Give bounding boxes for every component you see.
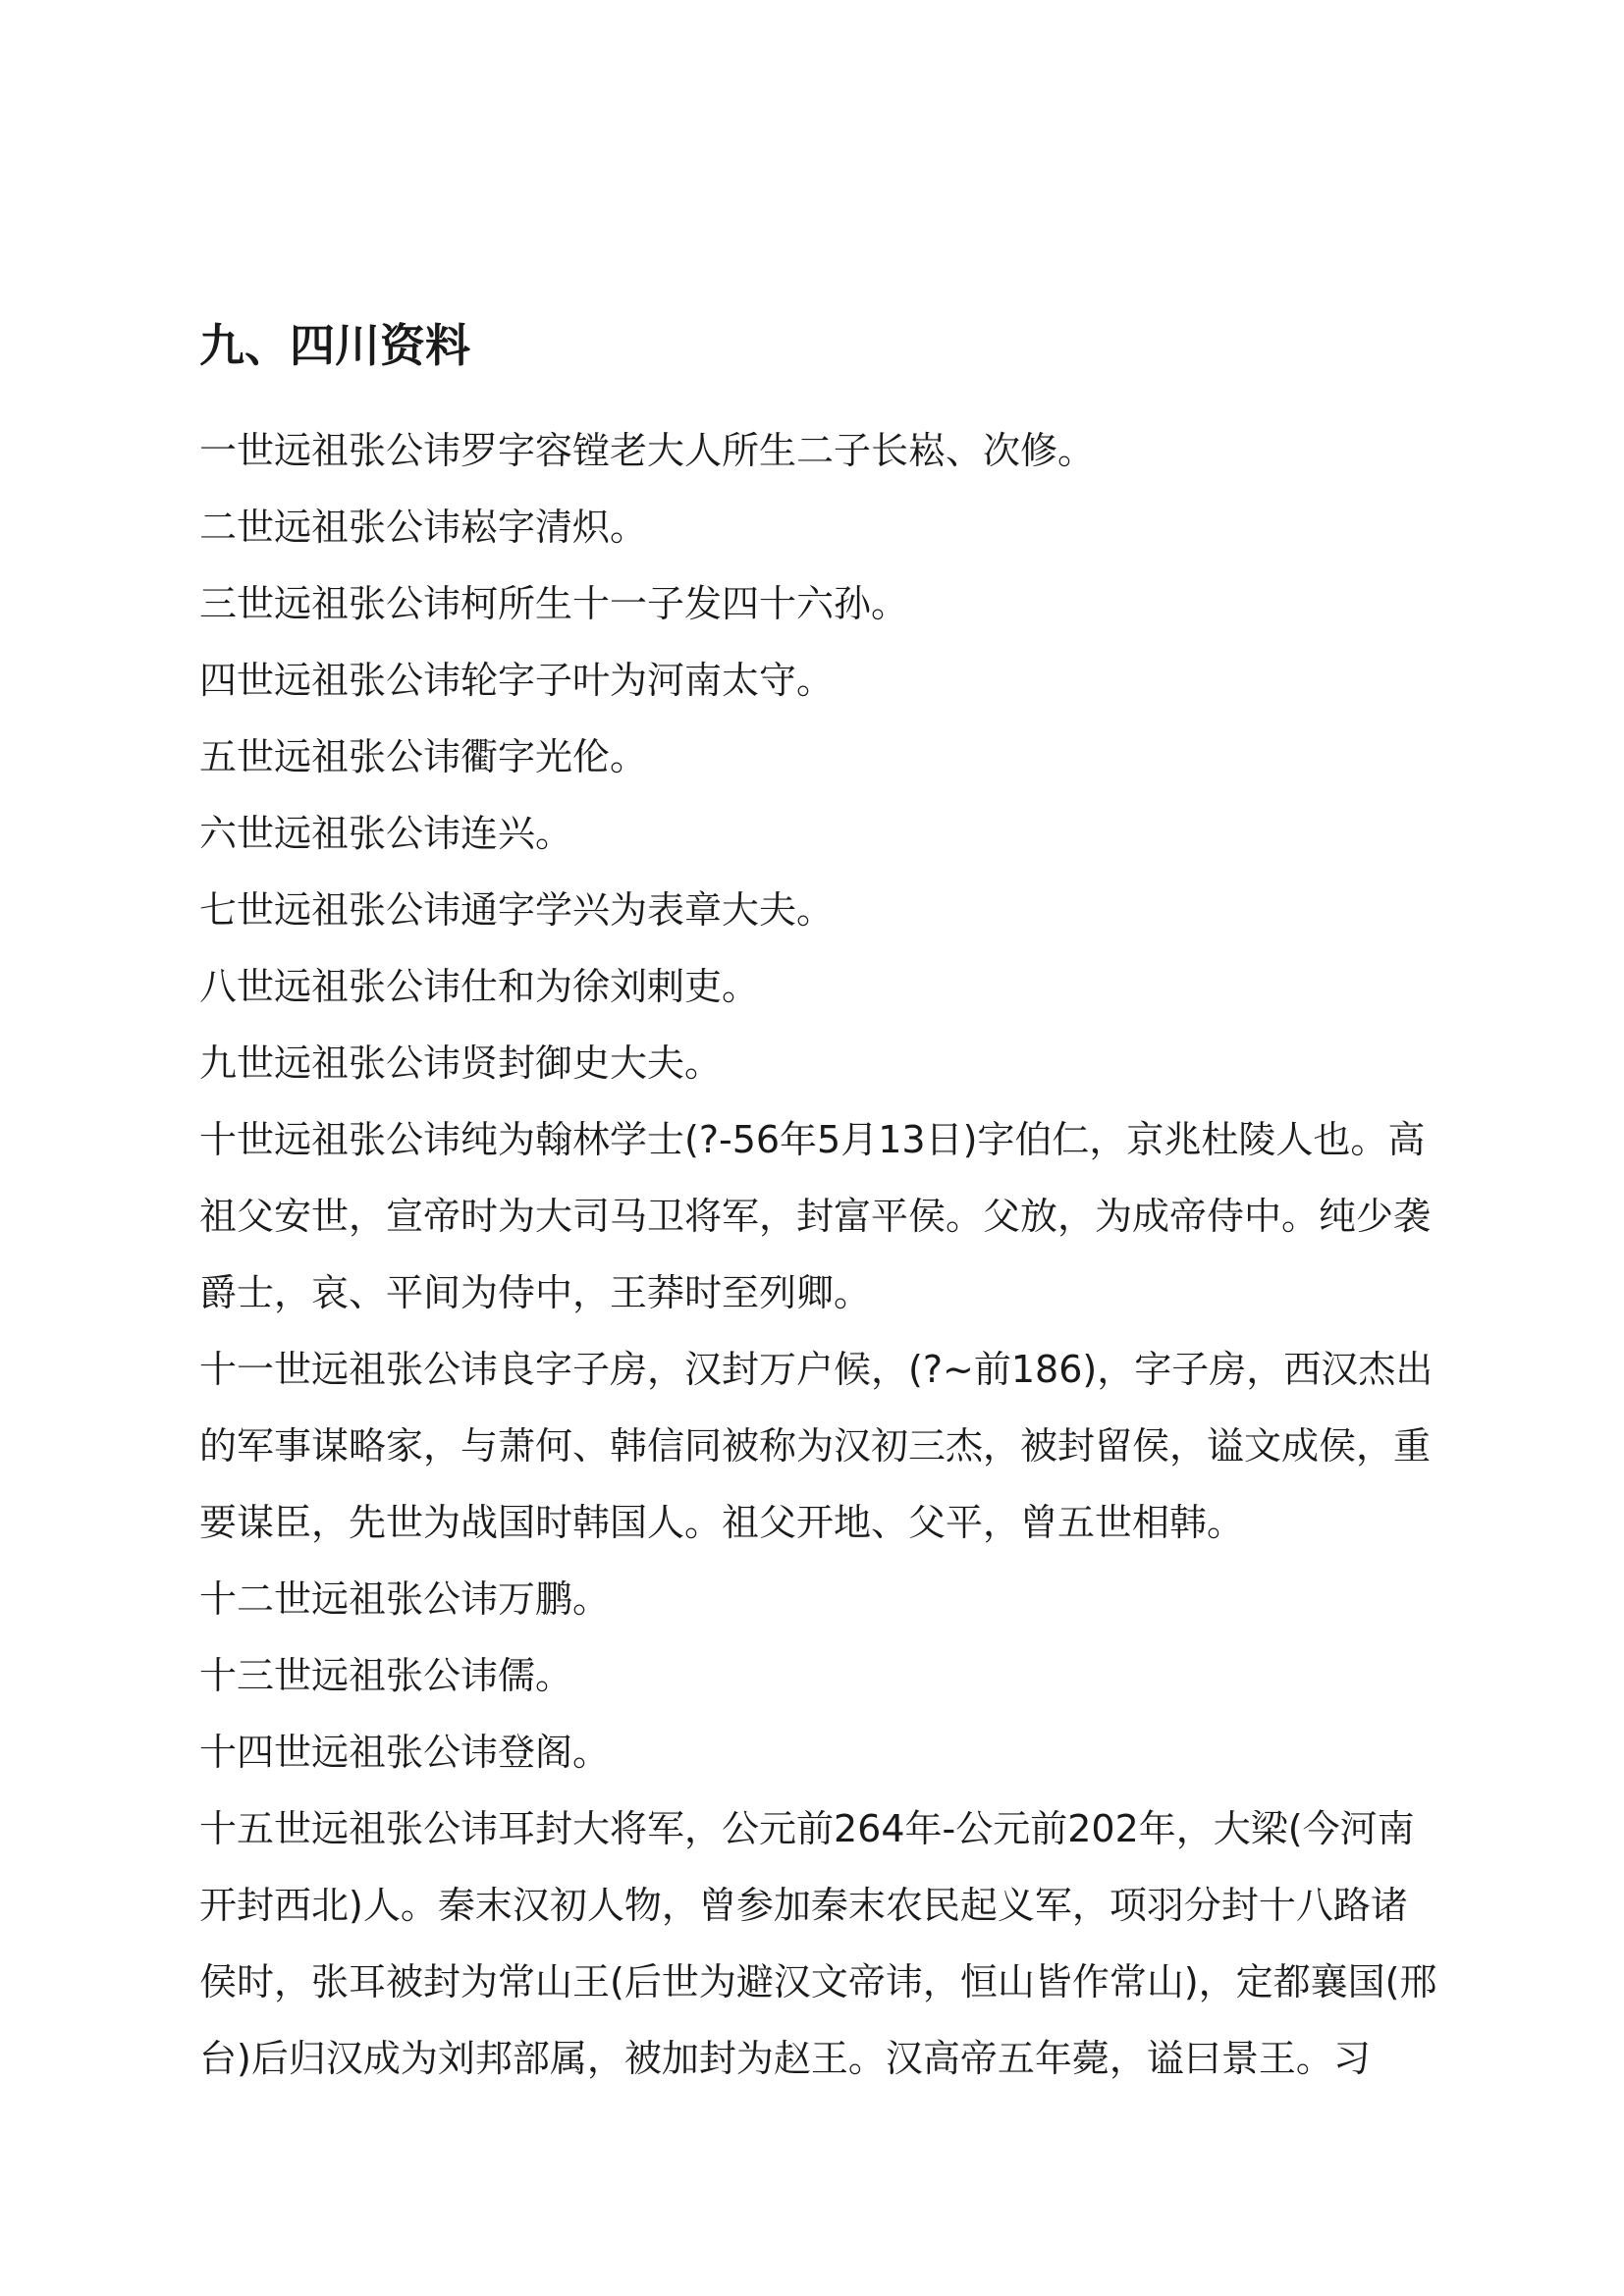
paragraph-gen-5: 五世远祖张公讳衢字光伦。: [199, 735, 648, 778]
paragraph-gen-3: 三世远祖张公讳柯所生十一子发四十六孙。: [199, 582, 909, 625]
paragraph-gen-13: 十三世远祖张公讳儒。: [199, 1654, 573, 1697]
paragraph-gen-14: 十四世远祖张公讳登阁。: [199, 1731, 611, 1774]
paragraph-gen-10: 十世远祖张公讳纯为翰林学士(?-56年5月13日)字伯仁，京兆杜陵人也。高祖父安世，宣帝时为大司马卫将军，封富平侯。父放，为成帝侍中。纯少袭爵士，哀、平间为侍中，王莽时至列卿。: [199, 1118, 1432, 1314]
paragraph-gen-7: 七世远祖张公讳通字学兴为表章大夫。: [199, 888, 835, 932]
paragraph-gen-12: 十二世远祖张公讳万鹏。: [199, 1577, 611, 1621]
paragraph-gen-11: 十一世远祖张公讳良字子房，汉封万户候，(?~前186)，字子房，西汉杰出的军事谋略家，与萧何、韩信同被称为汉初三杰，被封留侯，谥文成侯，重要谋臣，先世为战国时韩国人。祖父开地、父平，曾五世相韩。: [199, 1348, 1434, 1544]
paragraph-gen-4: 四世远祖张公讳轮字子叶为河南太守。: [199, 659, 835, 702]
document-body: [199, 412, 1438, 2097]
paragraph-gen-1: 一世远祖张公讳罗字容镗老大人所生二子长崧、次修。: [199, 429, 1096, 472]
section-title: 九、四川资料: [199, 319, 470, 372]
paragraph-gen-8: 八世远祖张公讳仕和为徐刘剌吏。: [199, 965, 760, 1008]
paragraph-gen-9: 九世远祖张公讳贤封御史大夫。: [199, 1041, 723, 1085]
paragraph-gen-2: 二世远祖张公讳崧字清炽。: [199, 506, 648, 549]
paragraph-gen-6: 六世远祖张公讳连兴。: [199, 812, 573, 855]
paragraph-gen-15: 十五世远祖张公讳耳封大将军，公元前264年-公元前202年，大梁(今河南开封西北)人。秦末汉初人物，曾参加秦末农民起义军，项羽分封十八路诸侯时，张耳被封为常山王(后世为避汉文帝讳，恒山皆作常山)，定都襄国(邢台)后归汉成为刘邦部属，被加封为赵王。汉高帝五年薨，谥曰景王。习: [199, 1807, 1437, 2080]
